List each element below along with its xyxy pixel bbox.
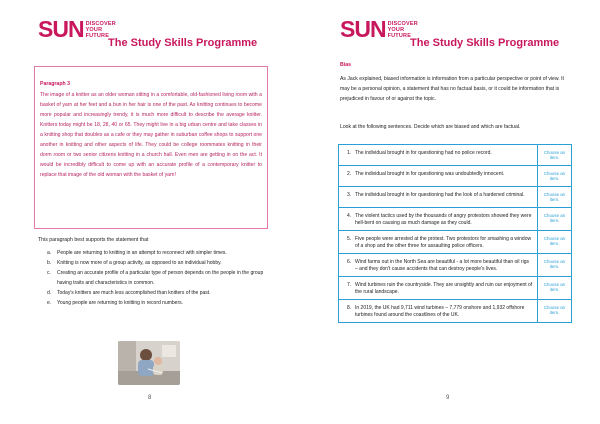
statement-row: 1. The individual brought in for questioning had no police record. Choose an item. [339, 145, 571, 166]
statement-row: 3. The individual brought in for questioning had the look of a hardened criminal. Choose an item. [339, 187, 571, 208]
page-number: 9 [446, 395, 450, 401]
statement-text: Wind turbines ruin the countryside. They are unsightly and ruin our enjoyment of the rural landscape. [355, 282, 533, 295]
knitting-photo [118, 341, 180, 385]
option-item[interactable]: a. People are returning to knitting in an attempt to reconnect with simpler times. [47, 250, 227, 256]
option-item[interactable]: e. Young people are returning to knitting in record numbers. [47, 300, 184, 306]
choose-item-dropdown[interactable]: Choose an item. [543, 236, 566, 246]
logo-tagline: DISCOVER YOUR FUTURE [387, 20, 418, 39]
statement-row: 8. In 2019, the UK had 9,711 wind turbines – 7,779 onshore and 1,932 offshore turbines found around the coastlines of the UK. Choose an item. [339, 300, 571, 322]
paragraph-text: The image of a knitter as an older woman sitting in a comfortable, old-fashioned living room with a basket of yarn at her feet and a bun in her hair is one of the past. As knitting continues to become more popular and increasingly trendy, it is much more difficult to describe the average knitter. Knitters today might be 18, 28, 40 or 65. They might live in a big urban centre and take classes in a knitting shop that doubles as a cafe or they may gather in suburban coffee shops to support one another in knitting and other aspects of life. They could be college roommates knitting in their dorm room or two senior citizens knitting in a church hall. Even men are getting in on the act. It would be incredibly difficult to come up with an accurate profile of a contemporary knitter to replace that image of the old woman with the basket of yarn! [40, 92, 262, 178]
logo-word: SUN [38, 16, 84, 42]
statement-text: The individual brought in for questioning had no police record. [355, 150, 492, 156]
sun-logo [340, 18, 418, 41]
statements-table [338, 144, 572, 323]
statement-row: 6. Wind farms out in the North Sea are beautiful - a lot more beautiful than oil rigs – and they don't cause accidents that can destroy people's lives. Choose an item. [339, 254, 571, 277]
answer-options [47, 248, 269, 308]
bias-instruction: Look at the following sentences. Decide which are biased and which are factual. [340, 124, 521, 130]
choose-item-dropdown[interactable]: Choose an item. [543, 150, 566, 160]
statement-text: In 2019, the UK had 9,711 wind turbines – 7,779 onshore and 1,932 offshore turbines found around the coastlines of the UK. [355, 305, 525, 318]
bias-intro-text: As Jack explained, biased information is information from a particular perspective or point of view. It may be a personal opinion, a statement that has no factual basis, or it could be information that is prejudiced in favour of or against the topic. [340, 76, 564, 102]
logo-tagline: DISCOVER YOUR FUTURE [85, 20, 116, 39]
knitting-photo-image [118, 341, 180, 385]
choose-item-dropdown[interactable]: Choose an item. [543, 171, 566, 181]
statement-text: The individual brought in for questioning had the look of a hardened criminal. [355, 192, 525, 198]
option-item[interactable]: d. Today's knitters are much less accomplished than knitters of the past. [47, 290, 211, 296]
programme-title: The Study Skills Programme [108, 37, 258, 49]
option-item[interactable]: b. Knitting is now more of a group activity, as opposed to an individual hobby. [47, 260, 222, 266]
page-number: 8 [148, 395, 152, 401]
statement-text: Wind farms out in the North Sea are beautiful - a lot more beautiful than oil rigs – and they don't cause accidents that can destroy people's lives. [355, 259, 529, 272]
paragraph-heading: Paragraph 3 [40, 81, 70, 87]
option-item[interactable]: c. Creating an accurate profile of a particular type of person depends on the people in the group having traits and characteristics in common. [47, 270, 264, 286]
statement-text: The individual brought in for questioning was undoubtedly innocent. [355, 171, 505, 177]
statement-row: 7. Wind turbines ruin the countryside. They are unsightly and ruin our enjoyment of the rural landscape. Choose an item. [339, 277, 571, 300]
choose-item-dropdown[interactable]: Choose an item. [543, 192, 566, 202]
choose-item-dropdown[interactable]: Choose an item. [543, 259, 566, 269]
statement-text: The violent tactics used by the thousands of angry protestors showed they were hell-bent on causing as much damage as they could. [355, 213, 532, 226]
right-page [300, 0, 600, 424]
statement-text: Five people were arrested at the protest. Two protestors for smashing a window of a shop and the other three for assaulting police officers. [355, 236, 532, 249]
choose-item-dropdown[interactable]: Choose an item. [543, 305, 566, 315]
statement-row: 4. The violent tactics used by the thousands of angry protestors showed they were hell-bent on causing as much damage as they could. Choose an item. [339, 208, 571, 231]
paragraph-box [34, 66, 268, 229]
logo-word: SUN [340, 16, 386, 42]
statement-row: 2. The individual brought in for questioning was undoubtedly innocent. Choose an item. [339, 166, 571, 187]
programme-title: The Study Skills Programme [410, 37, 560, 49]
sun-logo [38, 18, 116, 41]
statement-row: 5. Five people were arrested at the protest. Two protestors for smashing a window of a shop and the other three for assaulting police officers. Choose an item. [339, 231, 571, 254]
choose-item-dropdown[interactable]: Choose an item. [543, 282, 566, 292]
question-stem: This paragraph best supports the statement that [38, 237, 149, 243]
choose-item-dropdown[interactable]: Choose an item. [543, 213, 566, 223]
bias-heading: Bias [340, 62, 351, 68]
